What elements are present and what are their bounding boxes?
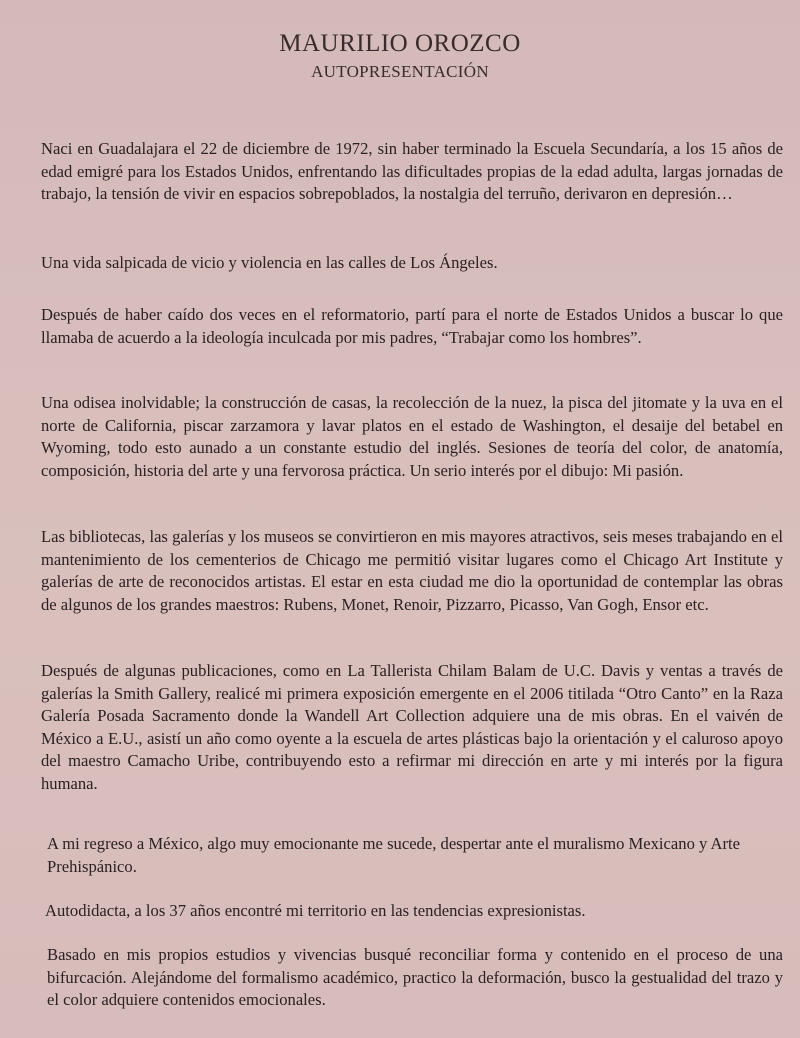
page-subtitle: AUTOPRESENTACIÓN bbox=[311, 62, 489, 81]
page-title: MAURILIO OROZCO bbox=[279, 30, 521, 57]
paragraph-4: Una odisea inolvidable; la construcción de casas, la recolección de la nuez, la pisca del jitomate y la uva en el norte de California, piscar zarzamora y lavar platos en el estado de Washington, el desaije del betabel en Wyoming, todo esto aunado a un constante estudio del inglés. Sesiones de teoría del color, de anatomía, composición, historia del arte y una fervorosa práctica. Un serio interés por el dibujo: Mi pasión. bbox=[41, 393, 783, 480]
paragraph-3: Después de haber caído dos veces en el reformatorio, partí para el norte de Estados Unidos a buscar lo que llamaba de acuerdo a la ideología inculcada por mis padres, “Trabajar como los hombres”. bbox=[41, 305, 783, 347]
paragraph-7: A mi regreso a México, algo muy emocionante me sucede, despertar ante el muralismo Mexicano y Arte Prehispánico. bbox=[47, 834, 741, 876]
paragraph-2: Una vida salpicada de vicio y violencia en las calles de Los Ángeles. bbox=[41, 253, 498, 272]
paragraph-9: Basado en mis propios estudios y vivencias busqué reconciliar forma y contenido en el proceso de una bifurcación. Alejándome del formalismo académico, practico la deformación, busco la gestualidad del trazo y el color adquiere contenidos emocionales. bbox=[47, 945, 783, 1009]
paragraph-1: Naci en Guadalajara el 22 de diciembre de 1972, sin haber terminado la Escuela Secundaría, a los 15 años de edad emigré para los Estados Unidos, enfrentando las dificultades propias de la edad adulta, largas jornadas de trabajo, la tensión de vivir en espacios sobrepoblados, la nostalgia del terruño, derivaron en depresión… bbox=[41, 139, 783, 203]
paragraph-5: Las bibliotecas, las galerías y los museos se convirtieron en mis mayores atractivos, seis meses trabajando en el mantenimiento de los cementerios de Chicago me permitió visitar lugares como el Chicago Art Institute y galerías de arte de reconocidos artistas. El estar en esta ciudad me dio la oportunidad de contemplar las obras de algunos de los grandes maestros: Rubens, Monet, Renoir, Pizzarro, Picasso, Van Gogh, Ensor etc. bbox=[41, 527, 783, 614]
paragraph-8: Autodidacta, a los 37 años encontré mi territorio en las tendencias expresionistas. bbox=[45, 901, 586, 920]
paragraph-6: Después de algunas publicaciones, como en La Tallerista Chilam Balam de U.C. Davis y ventas a través de galerías la Smith Gallery, realicé mi primera exposición emergente en el 2006 titilada “Otro Canto” en la Raza Galería Posada Sacramento donde la Wandell Art Collection adquiere una de mis obras. En el vaivén de México a E.U., asistí un año como oyente a la escuela de artes plásticas bajo la orientación y el caluroso apoyo del maestro Camacho Uribe, contribuyendo esto a refirmar mi dirección en arte y mi interés por la figura humana. bbox=[41, 661, 783, 793]
